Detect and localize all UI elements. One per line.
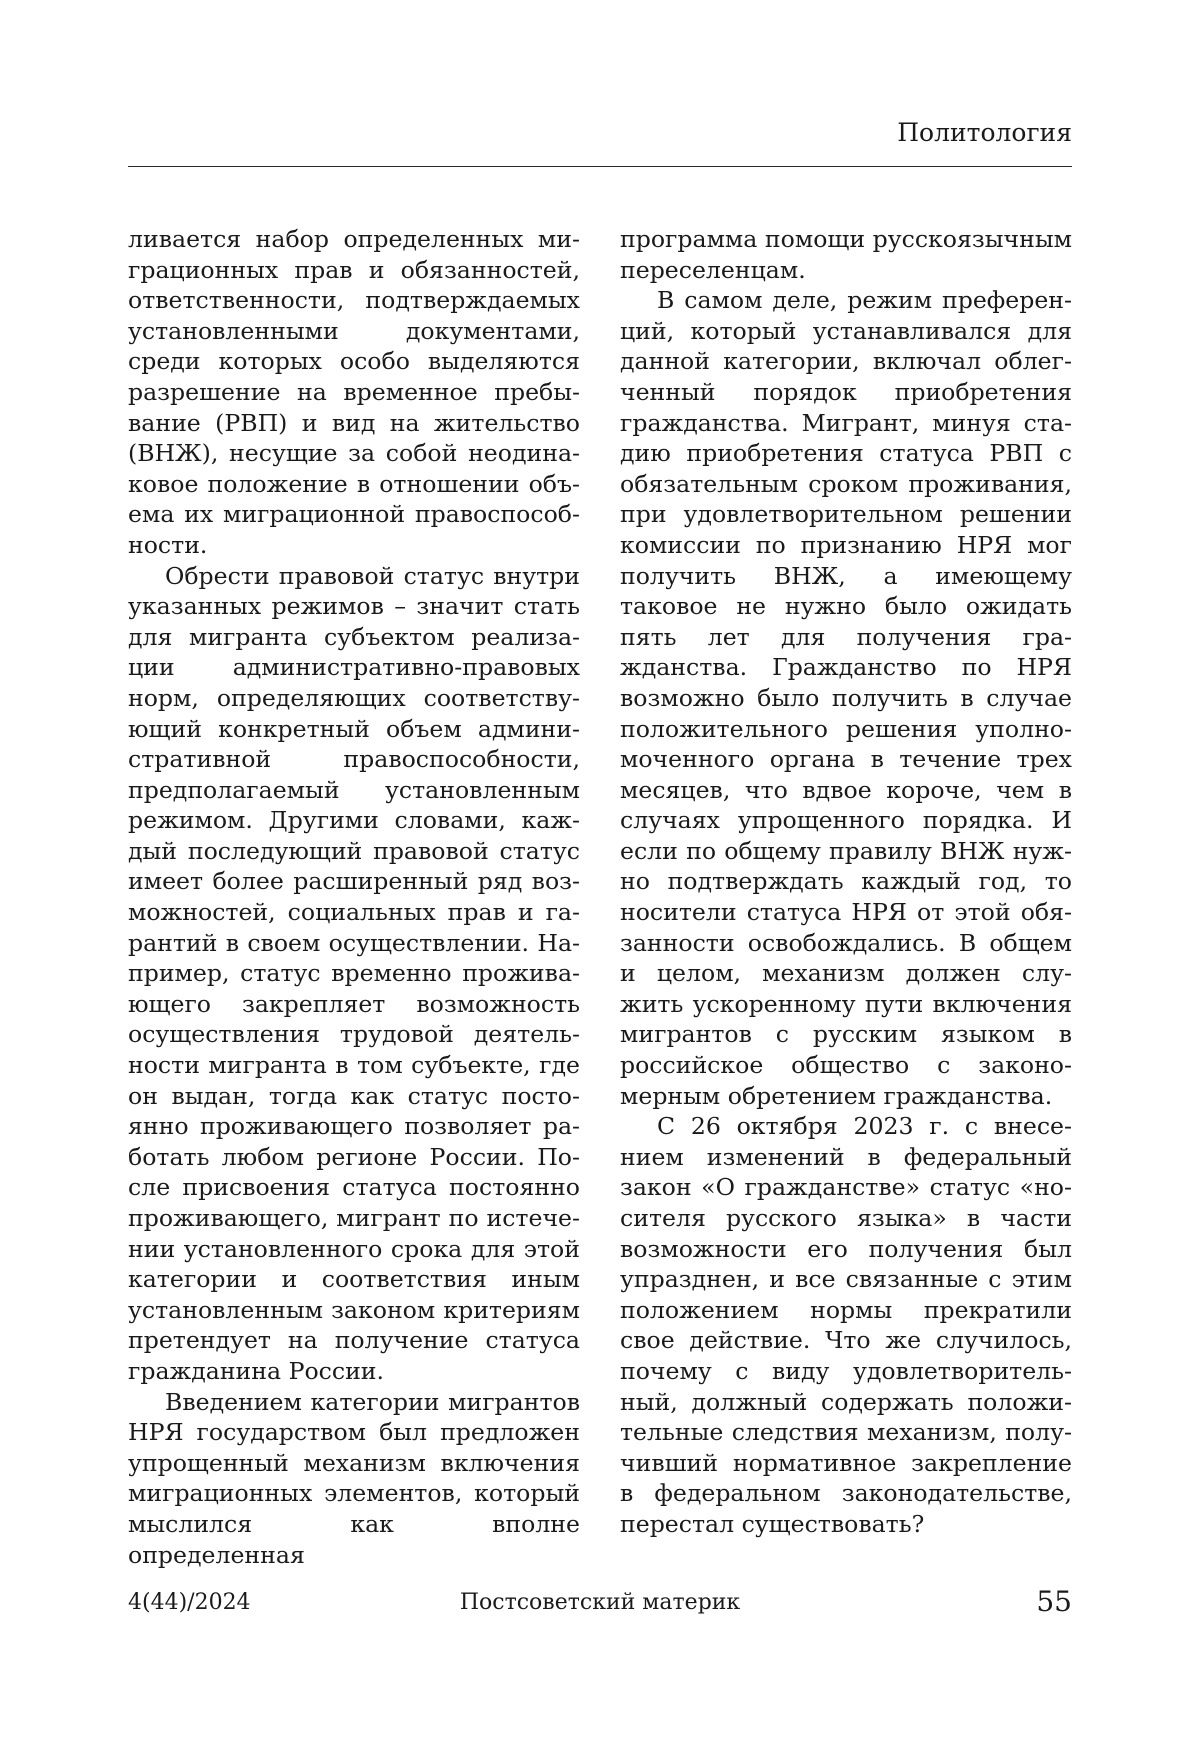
header-divider xyxy=(128,166,1072,167)
issue-number: 4(44)/2024 xyxy=(128,1590,251,1615)
paragraph: В самом деле, режим преференций, который устанавливался для данной категории, включал облегченный порядок приобретения гражданства. Мигрант, минуя стадию приобретения статуса РВП с обязательным сроком проживания, при удовлетворительном решении комиссии по признанию НРЯ мог получить ВНЖ, а имеющему таковое не нужно было ожидать пять лет для получения гражданства. Гражданство по НРЯ возможно было получить в случае положительного решения уполномоченного органа в течение трех месяцев, что вдвое короче, чем в случаях упрощенного порядка. И если по общему правилу ВНЖ нужно подтверждать каждый год, то носители статуса НРЯ от этой обязанности освобождались. В общем и целом, механизм должен служить ускоренному пути включения мигрантов с русским языком в российское общество с закономерным обретением гражданства. xyxy=(620,286,1072,1110)
page-footer xyxy=(128,1584,1072,1624)
paragraph: Обрести правовой статус внутри указанных режимов – значит стать для мигранта субъектом реализации административно-правовых норм, определяющих соответствующий конкретный объем административной правоспособности, предполагаемый установленным режимом. Другими словами, каждый последующий правовой статус имеет более расширенный ряд возможностей, социальных прав и гарантий в своем осуществлении. Например, статус временно проживающего закрепляет возможность осуществления трудовой деятельности мигранта в том субъекте, где он выдан, тогда как статус постоянно проживающего позволяет работать любом регионе России. После присвоения статуса постоянно проживающего, мигрант по истечении установленного срока для этой категории и соответствия иным установленным законом критериям претендует на получение статуса гражданина России. xyxy=(128,561,580,1385)
section-title: Политология xyxy=(897,118,1072,147)
journal-title: Постсоветский материк xyxy=(459,1590,741,1615)
paragraph: С 26 октября 2023 г. с внесением изменений в федеральный закон «О гражданстве» статус «носителя русского языка» в части возможности его получения был упразднен, и все связанные с этим положением нормы прекратили свое действие. Что же случилось, почему с виду удовлетворительный, должный содержать положительные следствия механизм, получивший нормативное закрепление в федеральном законодательстве, перестал существовать? xyxy=(620,1112,1072,1538)
paragraph: ливается набор определенных миграционных прав и обязанностей, ответственности, подтверждаемых установленными документами, среди которых особо выделяются разрешение на временное пребывание (РВП) и вид на жительство (ВНЖ), несущие за собой неодинаковое положение в отношении объема их миграционной правоспособности. xyxy=(128,225,580,559)
page-number: 55 xyxy=(1036,1585,1072,1618)
left-column xyxy=(128,224,580,1570)
right-column xyxy=(620,224,1072,1540)
paragraph: Введением категории мигрантов НРЯ государством был предложен упрощенный механизм включения миграционных элементов, который мыслился как вполне определенная xyxy=(128,1387,580,1569)
paragraph: программа помощи русскоязычным переселенцам. xyxy=(620,225,1072,284)
